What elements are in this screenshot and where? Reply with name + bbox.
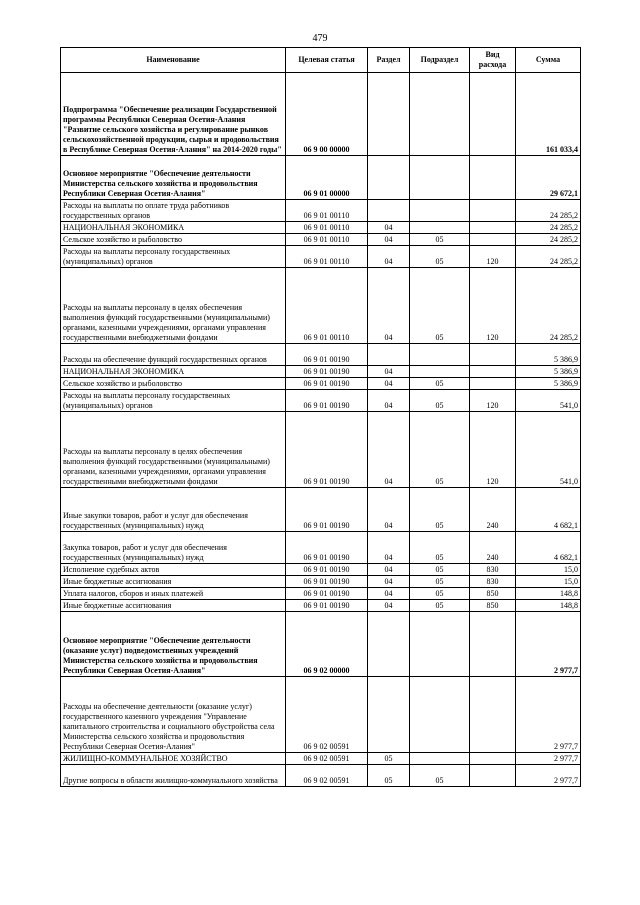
cell-amount: 29 672,1 [516, 156, 581, 200]
cell-name: Иные бюджетные ассигнования [61, 600, 286, 612]
cell-subsection: 05 [410, 588, 470, 600]
cell-article: 06 9 01 00000 [286, 156, 368, 200]
table-row [61, 576, 581, 588]
cell-subsection: 05 [410, 488, 470, 532]
cell-name: Подпрограмма "Обеспечение реализации Государственной программы Республики Северная Осетия-Алания "Развитие сельского хозяйства и регулирование рынков сельскохозяйственной продукции, сырья и продовольствия в Республике Северная Осетия-Алания" на 2014-2020 годы" [61, 73, 286, 156]
table-row [61, 765, 581, 787]
header-article: Целевая статья [286, 48, 368, 73]
table-row [61, 378, 581, 390]
cell-expense-type [470, 344, 516, 366]
cell-subsection: 05 [410, 268, 470, 344]
cell-amount: 15,0 [516, 576, 581, 588]
budget-table [60, 47, 581, 787]
cell-section: 04 [368, 378, 410, 390]
cell-section: 04 [368, 532, 410, 564]
cell-name: ЖИЛИЩНО-КОММУНАЛЬНОЕ ХОЗЯЙСТВО [61, 753, 286, 765]
cell-amount: 24 285,2 [516, 268, 581, 344]
cell-amount: 2 977,7 [516, 612, 581, 677]
cell-section [368, 612, 410, 677]
cell-name: Расходы на выплаты персоналу государственных (муниципальных) органов [61, 390, 286, 412]
cell-name: Уплата налогов, сборов и иных платежей [61, 588, 286, 600]
cell-section [368, 156, 410, 200]
cell-subsection [410, 73, 470, 156]
cell-amount: 2 977,7 [516, 677, 581, 753]
cell-amount: 2 977,7 [516, 765, 581, 787]
cell-article: 06 9 01 00190 [286, 576, 368, 588]
cell-expense-type: 830 [470, 564, 516, 576]
cell-expense-type: 830 [470, 576, 516, 588]
table-row [61, 488, 581, 532]
cell-amount: 5 386,9 [516, 378, 581, 390]
cell-expense-type: 240 [470, 532, 516, 564]
cell-section: 04 [368, 576, 410, 588]
cell-article: 06 9 02 00591 [286, 753, 368, 765]
cell-amount: 24 285,2 [516, 200, 581, 222]
cell-article: 06 9 01 00190 [286, 366, 368, 378]
cell-name: Расходы на обеспечение деятельности (оказание услуг) государственного казенного учреждения "Управление капитального строительства и социального обустройства села Министерства сельского хозяйства и продовольствия Республики Северная Осетия-Алания" [61, 677, 286, 753]
table-row [61, 268, 581, 344]
cell-article: 06 9 01 00190 [286, 588, 368, 600]
cell-article: 06 9 01 00190 [286, 532, 368, 564]
table-row [61, 564, 581, 576]
table-row [61, 246, 581, 268]
cell-article: 06 9 01 00110 [286, 200, 368, 222]
table-row [61, 612, 581, 677]
cell-expense-type [470, 234, 516, 246]
cell-amount: 2 977,7 [516, 753, 581, 765]
cell-subsection [410, 612, 470, 677]
cell-expense-type [470, 378, 516, 390]
cell-subsection: 05 [410, 412, 470, 488]
cell-article: 06 9 01 00190 [286, 600, 368, 612]
cell-article: 06 9 01 00190 [286, 488, 368, 532]
cell-name: Основное мероприятие "Обеспечение деятельности Министерства сельского хозяйства и продовольствия Республики Северная Осетия-Алания" [61, 156, 286, 200]
cell-amount: 148,8 [516, 588, 581, 600]
cell-amount: 541,0 [516, 412, 581, 488]
cell-section: 04 [368, 488, 410, 532]
cell-name: Сельское хозяйство и рыболовство [61, 378, 286, 390]
cell-subsection: 05 [410, 600, 470, 612]
cell-section: 05 [368, 765, 410, 787]
header-amount: Сумма [516, 48, 581, 73]
cell-expense-type [470, 765, 516, 787]
cell-section: 04 [368, 600, 410, 612]
cell-amount: 24 285,2 [516, 246, 581, 268]
header-section: Раздел [368, 48, 410, 73]
cell-section: 04 [368, 234, 410, 246]
cell-name: Основное мероприятие "Обеспечение деятельности (оказание услуг) подведомственных учреждений Министерства сельского хозяйства и продовольствия Республики Северная Осетия-Алания" [61, 612, 286, 677]
cell-subsection [410, 200, 470, 222]
cell-amount: 5 386,9 [516, 344, 581, 366]
cell-name: Расходы на выплаты персоналу в целях обеспечения выполнения функций государственными (муниципальными) органами, казенными учреждениями, органами управления государственными внебюджетными фондами [61, 268, 286, 344]
cell-subsection: 05 [410, 234, 470, 246]
cell-article: 06 9 01 00190 [286, 412, 368, 488]
cell-article: 06 9 02 00000 [286, 612, 368, 677]
cell-section [368, 344, 410, 366]
cell-name: Расходы на выплаты персоналу в целях обеспечения выполнения функций государственными (муниципальными) органами, казенными учреждениями, органами управления государственными внебюджетными фондами [61, 412, 286, 488]
cell-amount: 541,0 [516, 390, 581, 412]
cell-amount: 5 386,9 [516, 366, 581, 378]
cell-section: 04 [368, 564, 410, 576]
cell-article: 06 9 01 00110 [286, 268, 368, 344]
cell-subsection: 05 [410, 246, 470, 268]
cell-section: 04 [368, 246, 410, 268]
cell-section: 04 [368, 222, 410, 234]
cell-expense-type: 240 [470, 488, 516, 532]
cell-expense-type: 120 [470, 246, 516, 268]
cell-section: 04 [368, 268, 410, 344]
cell-expense-type [470, 612, 516, 677]
header-expense-type: Вид расхода [470, 48, 516, 73]
cell-name: НАЦИОНАЛЬНАЯ ЭКОНОМИКА [61, 222, 286, 234]
cell-expense-type [470, 366, 516, 378]
cell-expense-type [470, 222, 516, 234]
cell-article: 06 9 01 00190 [286, 344, 368, 366]
cell-amount: 24 285,2 [516, 234, 581, 246]
cell-amount: 4 682,1 [516, 488, 581, 532]
cell-subsection: 05 [410, 765, 470, 787]
cell-expense-type: 850 [470, 588, 516, 600]
cell-section: 04 [368, 412, 410, 488]
cell-section: 04 [368, 366, 410, 378]
cell-expense-type: 120 [470, 412, 516, 488]
table-row [61, 156, 581, 200]
cell-expense-type [470, 753, 516, 765]
cell-subsection [410, 156, 470, 200]
cell-article: 06 9 01 00190 [286, 390, 368, 412]
table-row [61, 588, 581, 600]
cell-amount: 4 682,1 [516, 532, 581, 564]
cell-article: 06 9 01 00190 [286, 564, 368, 576]
table-row [61, 412, 581, 488]
cell-amount: 24 285,2 [516, 222, 581, 234]
cell-subsection: 05 [410, 390, 470, 412]
page-number: 479 [312, 33, 328, 44]
table-row [61, 532, 581, 564]
cell-name: Иные закупки товаров, работ и услуг для обеспечения государственных (муниципальных) нужд [61, 488, 286, 532]
cell-amount: 148,8 [516, 600, 581, 612]
table-row [61, 366, 581, 378]
cell-subsection: 05 [410, 532, 470, 564]
cell-subsection: 05 [410, 564, 470, 576]
table-row [61, 200, 581, 222]
cell-name: Расходы на выплаты персоналу государственных (муниципальных) органов [61, 246, 286, 268]
cell-expense-type: 120 [470, 268, 516, 344]
cell-article: 06 9 01 00190 [286, 378, 368, 390]
table-row [61, 677, 581, 753]
header-name: Наименование [61, 48, 286, 73]
cell-section: 04 [368, 390, 410, 412]
cell-subsection [410, 677, 470, 753]
cell-article: 06 9 02 00591 [286, 677, 368, 753]
cell-subsection [410, 366, 470, 378]
cell-expense-type [470, 200, 516, 222]
cell-name: Расходы на выплаты по оплате труда работников государственных органов [61, 200, 286, 222]
cell-expense-type: 120 [470, 390, 516, 412]
cell-amount: 161 033,4 [516, 73, 581, 156]
cell-section [368, 200, 410, 222]
table-row [61, 753, 581, 765]
cell-expense-type [470, 73, 516, 156]
cell-article: 06 9 01 00110 [286, 246, 368, 268]
table-row [61, 344, 581, 366]
table-header-row [61, 48, 581, 73]
cell-section [368, 677, 410, 753]
cell-article: 06 9 00 00000 [286, 73, 368, 156]
cell-section [368, 73, 410, 156]
cell-subsection: 05 [410, 378, 470, 390]
cell-article: 06 9 01 00110 [286, 222, 368, 234]
cell-expense-type [470, 677, 516, 753]
cell-name: Расходы на обеспечение функций государственных органов [61, 344, 286, 366]
cell-amount: 15,0 [516, 564, 581, 576]
cell-name: Иные бюджетные ассигнования [61, 576, 286, 588]
cell-section: 05 [368, 753, 410, 765]
cell-subsection [410, 222, 470, 234]
cell-article: 06 9 02 00591 [286, 765, 368, 787]
header-subsection: Подраздел [410, 48, 470, 73]
cell-subsection: 05 [410, 576, 470, 588]
cell-subsection [410, 753, 470, 765]
cell-subsection [410, 344, 470, 366]
cell-name: Сельское хозяйство и рыболовство [61, 234, 286, 246]
cell-section: 04 [368, 588, 410, 600]
table-row [61, 222, 581, 234]
table-row [61, 600, 581, 612]
cell-name: НАЦИОНАЛЬНАЯ ЭКОНОМИКА [61, 366, 286, 378]
cell-article: 06 9 01 00110 [286, 234, 368, 246]
table-row [61, 73, 581, 156]
cell-name: Другие вопросы в области жилищно-коммунального хозяйства [61, 765, 286, 787]
table-row [61, 390, 581, 412]
cell-name: Закупка товаров, работ и услуг для обеспечения государственных (муниципальных) нужд [61, 532, 286, 564]
cell-expense-type: 850 [470, 600, 516, 612]
cell-expense-type [470, 156, 516, 200]
table-row [61, 234, 581, 246]
cell-name: Исполнение судебных актов [61, 564, 286, 576]
